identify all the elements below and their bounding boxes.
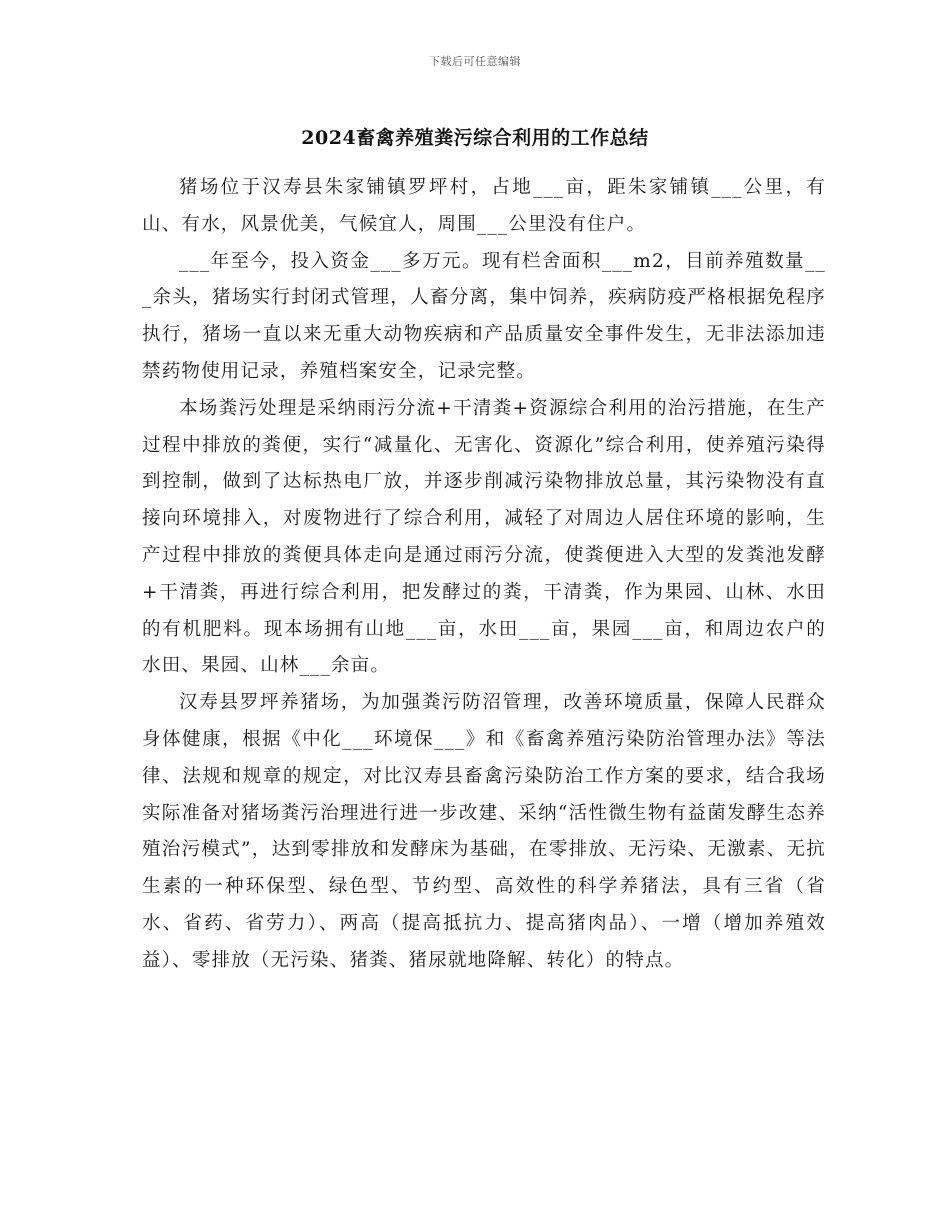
document-title: 2024畜禽养殖粪污综合利用的工作总结 <box>301 127 649 149</box>
header-note: 下载后可任意编辑 <box>429 55 521 68</box>
paragraph-3: 本场粪污处理是采纳雨污分流+干清粪+资源综合利用的治污措施，在生产过程中排放的粪便，实行“减量化、无害化、资源化”综合利用，使养殖污染得到控制，做到了达标热电厂放，并逐步削减污染物排放总量，其污染物没有直接向环境排入，对废物进行了综合利用，减轻了对周边人居住环境的影响，生产过程中排放的粪便具体走向是通过雨污分流，使粪便进入大型的发粪池发酵+干清粪，再进行综合利用，把发酵过的粪，干清粪，作为果园、山林、水田的有机肥料。现本场拥有山地___亩，水田___亩，果园___亩，和周边农户的水田、果园、山林___余亩。 <box>142 397 826 677</box>
document-body <box>142 170 826 980</box>
paragraph-2: ___年至今，投入资金___多万元。现有栏舍面积___m2，目前养殖数量___余头，猪场实行封闭式管理，人畜分离，集中饲养，疾病防疫严格根据免程序执行，猪场一直以来无重大动物疾病和产品质量安全事件发生，无非法添加违禁药物使用记录，养殖档案安全，记录完整。 <box>142 250 826 382</box>
paragraph-4: 汉寿县罗坪养猪场，为加强粪污防沼管理，改善环境质量，保障人民群众身体健康，根据《中化___环境保___》和《畜禽养殖污染防治管理办法》等法律、法规和规章的规定，对比汉寿县畜禽污染防治工作方案的要求，结合我场实际准备对猪场粪污治理进行进一步改建、采纳“活性微生物有益菌发酵生态养殖治污模式”，达到零排放和发酵床为基础，在零排放、无污染、无激素、无抗生素的一种环保型、绿色型、节约型、高效性的科学养猪法，具有三省（省水、省药、省劳力）、两高（提高抵抗力、提高猪肉品）、一增（增加养殖效益）、零排放（无污染、猪粪、猪尿就地降解、转化）的特点。 <box>142 692 826 971</box>
paragraph-1: 猪场位于汉寿县朱家铺镇罗坪村，占地___亩，距朱家铺镇___公里，有山、有水，风景优美，气候宜人，周围___公里没有住户。 <box>142 177 826 235</box>
